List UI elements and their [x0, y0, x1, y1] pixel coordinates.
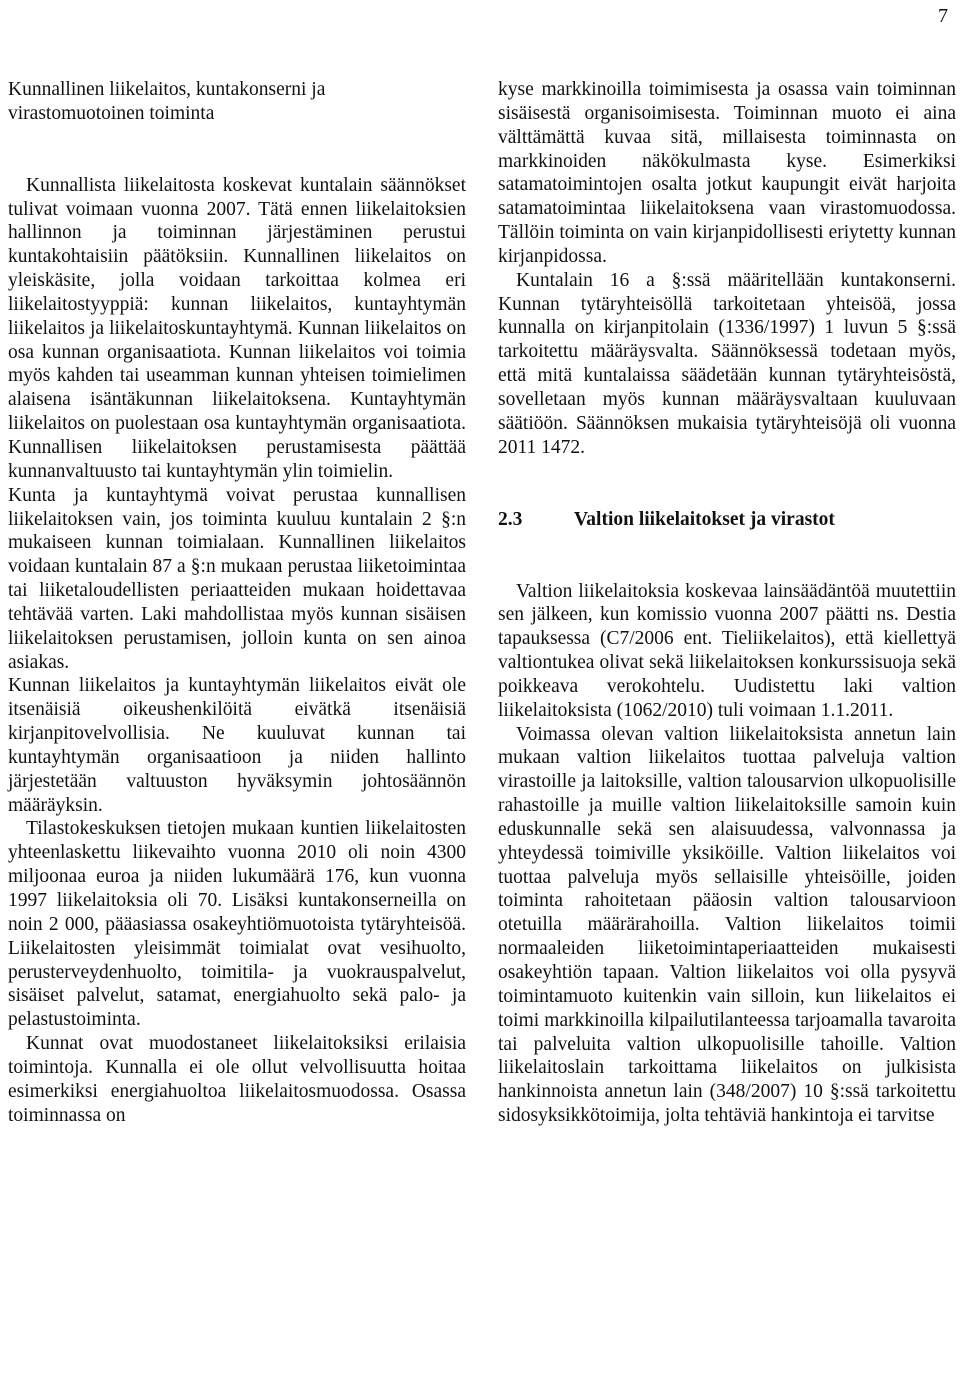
paragraph: Tilastokeskuksen tietojen mukaan kuntien liikelaitosten yhteenlaskettu liikevaihto vuonna 2010 oli noin 4300 miljoonaa euroa ja niiden lukumäärä 176, kun vuonna 1997 liikelaitoksia oli 70. Lisäksi kuntakonserneilla on noin 2 000, pääasiassa osakeyhtiömuotoista tytäryhteisöä. Liikelaitosten yleisimmät toimialat ovat vesihuolto, perusterveydenhuolto, toimitila- ja vuokrauspalvelut, sisäiset palvelut, satamat, energiahuolto sekä palo- ja pelastustoiminta. [8, 818, 466, 1031]
paragraph: Kuntalain 16 a §:ssä määritellään kuntakonserni. Kunnan tytäryhteisöllä tarkoitetaan yhteisöä, jossa kunnalla on kirjanpitolain (1336/1997) 1 luvun 5 §:ssä tarkoitettu määräysvalta. Säännöksessä todetaan myös, että mitä kuntalaissa säädetään kunnan tytäryhteisöstä, sovelletaan myös kunnan määräysvaltaan kuuluvaan säätiöön. Säännöksen mukaisia tytäryhteisöjä oli vuonna 2011 1472. [498, 269, 956, 458]
paragraph: Kunnan liikelaitos ja kuntayhtymän liikelaitos eivät ole itsenäisiä oikeushenkilöitä eivätkä itsenäisiä kirjanpitovelvollisia. Ne kuuluvat kunnan tai kuntayhtymän organisaatioon ja niiden hallinto järjestetään valtuuston hyväksymin johtosäännön määräyksin. [8, 675, 466, 816]
paragraph: Kunta ja kuntayhtymä voivat perustaa kunnallisen liikelaitoksen vain, jos toiminta kuuluu kuntalain 2 §:n mukaiseen kunnan toimialaan. Kunnallinen liikelaitos voidaan kuntalain 87 a §:n mukaan perustaa liiketoimintaa tai liiketaloudellisten periaatteiden mukaan hoidettavaa tehtävää varten. Laki mahdollistaa myös kunnan sisäisen liikelaitoksen perustamisen, jolloin kunta on sen ainoa asiakas. [8, 484, 466, 673]
paragraph: kyse markkinoilla toimimisesta ja osassa vain toiminnan sisäisestä organisoimisesta. Toiminnan muoto ei aina välttämättä kuvaa sitä, millaisesta toiminnasta on markkinoiden näkökulmasta kyse. Esimerkiksi satamatoimintojen osalta jotkut kaupungit eivät harjoita satamatoimintaa liikelaitoksena vaan virastomuodossa. Tällöin toiminta on vain kirjanpidollisesti eriytetty kunnan kirjanpidossa. [498, 79, 956, 267]
page-number: 7 [938, 5, 948, 27]
right-column [498, 78, 956, 1128]
paragraph: Voimassa olevan valtion liikelaitoksista annetun lain mukaan valtion liikelaitos tuottaa palveluja valtion virastoille ja laitoksille, valtion talousarvion ulkopuolisille rahastoille ja muille valtion liikelaitoksille samoin kuin eduskunnalle sekä sen alaisuudessa, valvonnassa ja yhteydessä toimiville yksiköille. Valtion liikelaitos voi tuottaa palveluja myös sellaisille yhteisöille, joiden toiminta rahoitetaan pääosin valtion talousarvioon otetuilla määrärahoilla. Valtion liikelaitos toimii normaaleiden liiketoimintaperiaatteiden mukaisesti osakeyhtiön tapaan. Valtion liikelaitos voi olla pysyvä toimintamuoto kuitenkin vain silloin, kun liikelaitos ei toimi markkinoilla kilpailutilanteessa tarjoamalla tavaroita tai palveluita valtion ulkopuolisille tahoille. Valtion liikelaitoslain tarkoittama liikelaitos on julkisista hankinnoista annetun lain (348/2007) 10 §:ssä tarkoitettu sidosyksikkötoimija, jolta tehtäviä hankintoja ei tarvitse [498, 723, 956, 1127]
paragraph: Kunnallista liikelaitosta koskevat kuntalain säännökset tulivat voimaan vuonna 2007. Tätä ennen liikelaitoksien hallinnon ja toiminnan järjestäminen perustui kuntakohtaisiin päätöksiin. Kunnallinen liikelaitos on yleiskäsite, jolla voidaan tarkoittaa kolmea eri liikelaitostyyppiä: kunnan liikelaitos, kuntayhtymän liikelaitos ja liikelaitoskuntayhtymä. Kunnan liikelaitos on osa kunnan organisaatiota. Kunnan liikelaitos voi toimia myös kahden tai useamman kunnan yhteisen toimielimen alaisena isäntäkunnan liikelaitoksena. Kuntayhtymän liikelaitos on puolestaan osa kuntayhtymän organisaatiota. Kunnallisen liikelaitoksen perustamisesta päättää kunnanvaltuusto tai kuntayhtymän ylin toimielin. [8, 174, 466, 482]
left-column [8, 78, 466, 1127]
section-spacer [498, 460, 956, 508]
section-heading [498, 508, 956, 532]
section-number: 2.3 [498, 508, 523, 530]
paragraph: Kunnat ovat muodostaneet liikelaitoksiksi erilaisia toimintoja. Kunnalla ei ole ollut velvollisuutta hoitaa esimerkiksi energiahuoltoa liikelaitosmuodossa. Osassa toiminnassa on [8, 1033, 466, 1126]
section-title: Valtion liikelaitokset ja virastot [574, 508, 835, 530]
paragraph: Valtion liikelaitoksia koskevaa lainsäädäntöä muutettiin sen jälkeen, kun komissio vuonna 2007 päätti ns. Destia tapauksessa (C7/2006 ent. Tieliikelaitos), että kiellettyä valtiontukea olivat sekä liikelaitoksen konkurssisuoja sekä poikkeava verokohtelu. Uudistettu laki valtion liikelaitoksista (1062/2010) tuli voimaan 1.1.2011. [498, 580, 956, 721]
section-spacer [498, 532, 956, 580]
article-title: Kunnallinen liikelaitos, kuntakonserni ja virastomuotoinen toiminta [8, 79, 326, 124]
